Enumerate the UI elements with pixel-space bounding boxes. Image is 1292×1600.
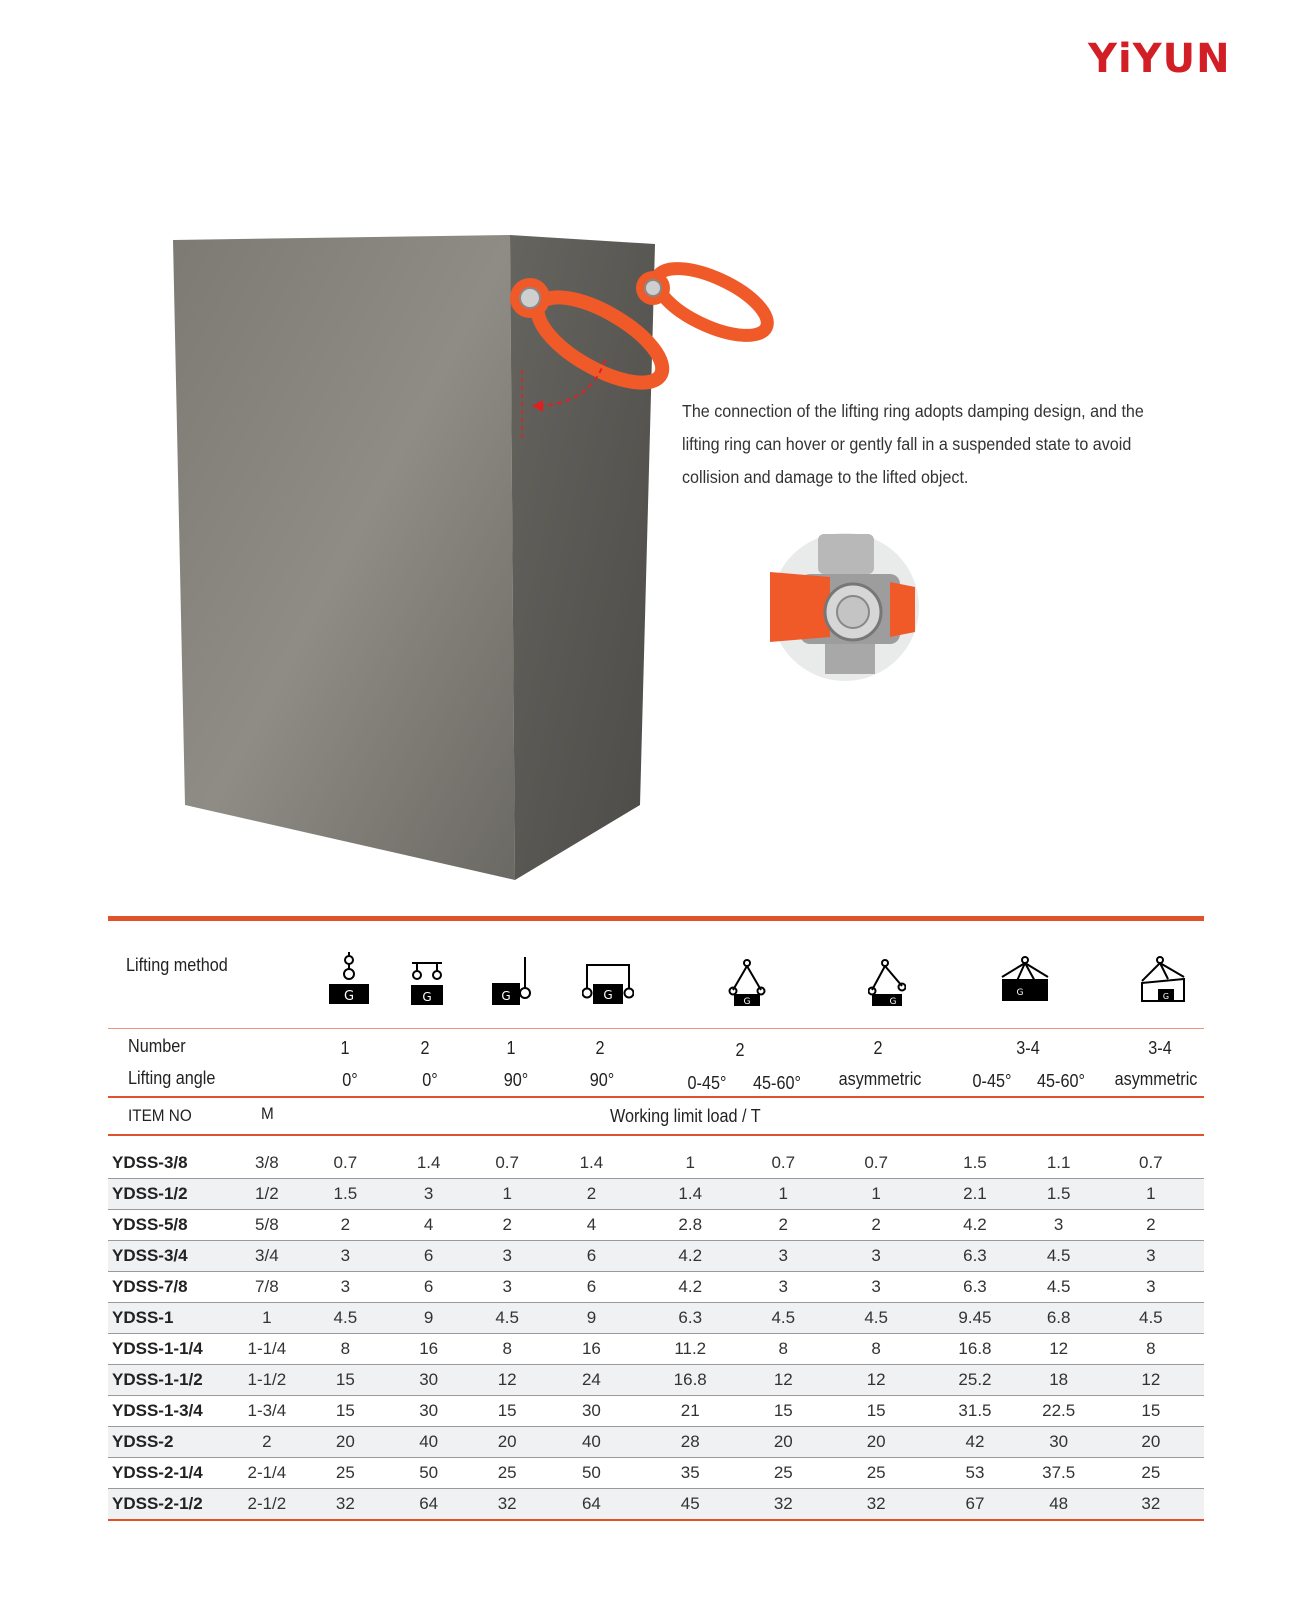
item-no-cell: YDSS-1-3/4: [108, 1396, 233, 1427]
table-header-divider: [108, 1134, 1204, 1136]
m-cell: 3/8: [233, 1148, 301, 1179]
table-row: [108, 1179, 1204, 1210]
load-cell: 32: [467, 1489, 546, 1521]
load-cell: 1.4: [390, 1148, 468, 1179]
table-row: [108, 1334, 1204, 1365]
load-cell: 2: [822, 1210, 930, 1241]
load-cell: 8: [301, 1334, 390, 1365]
method-7-number: 3-4: [1016, 1038, 1040, 1058]
item-no-header: ITEM NO: [128, 1106, 192, 1125]
load-cell: 25: [467, 1458, 546, 1489]
load-cell: 0.7: [301, 1148, 390, 1179]
item-no-cell: YDSS-2: [108, 1427, 233, 1458]
load-cell: 1.1: [1020, 1148, 1098, 1179]
lifting-method-label: Lifting method: [126, 955, 228, 975]
load-cell: 6: [547, 1272, 636, 1303]
load-cell: 20: [467, 1427, 546, 1458]
load-cell: 20: [822, 1427, 930, 1458]
load-cell: 15: [301, 1365, 390, 1396]
load-cell: 31.5: [930, 1396, 1019, 1427]
load-cell: 3: [745, 1272, 823, 1303]
load-cell: 15: [467, 1396, 546, 1427]
load-cell: 50: [547, 1458, 636, 1489]
load-cell: 21: [636, 1396, 745, 1427]
m-cell: 1-1/4: [233, 1334, 301, 1365]
two-leg-sling-icon: [728, 958, 766, 1008]
load-cell: 24: [547, 1365, 636, 1396]
load-cell: 3: [822, 1241, 930, 1272]
load-cell: 6: [390, 1241, 468, 1272]
load-cell: 4.5: [1098, 1303, 1204, 1334]
load-cell: 8: [1098, 1334, 1204, 1365]
method-2-angle: 0°: [422, 1070, 438, 1090]
load-cell: 4.2: [930, 1210, 1019, 1241]
load-cell: 3: [390, 1179, 468, 1210]
load-cell: 2: [547, 1179, 636, 1210]
table-row: [108, 1148, 1204, 1179]
table-row: [108, 1303, 1204, 1334]
svg-text:G: G: [889, 997, 897, 1007]
two-leg-asymmetric-icon: [868, 958, 906, 1008]
table-row: [108, 1427, 1204, 1458]
item-no-cell: YDSS-7/8: [108, 1272, 233, 1303]
load-cell: 2: [301, 1210, 390, 1241]
svg-text:G: G: [1016, 988, 1024, 998]
load-cell: 53: [930, 1458, 1019, 1489]
load-cell: 32: [1098, 1489, 1204, 1521]
m-cell: 5/8: [233, 1210, 301, 1241]
load-cell: 12: [822, 1365, 930, 1396]
load-cell: 20: [745, 1427, 823, 1458]
load-cell: 6: [390, 1272, 468, 1303]
load-cell: 2.8: [636, 1210, 745, 1241]
load-cell: 45: [636, 1489, 745, 1521]
m-header: M: [261, 1104, 274, 1123]
double-side-lift-icon: [582, 955, 634, 1007]
method-7-angle-b: 45-60°: [1037, 1071, 1085, 1091]
load-cell: 0.7: [745, 1148, 823, 1179]
load-cell: 1.5: [930, 1148, 1019, 1179]
wll-header: Working limit load / T: [610, 1106, 761, 1126]
load-cell: 8: [467, 1334, 546, 1365]
item-no-cell: YDSS-3/8: [108, 1148, 233, 1179]
load-cell: 6.3: [930, 1241, 1019, 1272]
load-cell: 8: [745, 1334, 823, 1365]
load-cell: 12: [1020, 1334, 1098, 1365]
load-cell: 18: [1020, 1365, 1098, 1396]
table-row: [108, 1365, 1204, 1396]
load-cell: 2.1: [930, 1179, 1019, 1210]
load-cell: 4.5: [822, 1303, 930, 1334]
method-8-number: 3-4: [1148, 1038, 1172, 1058]
load-cell: 2: [1098, 1210, 1204, 1241]
header-divider: [108, 1028, 1204, 1029]
m-cell: 2-1/2: [233, 1489, 301, 1521]
item-no-cell: YDSS-1-1/4: [108, 1334, 233, 1365]
load-cell: 4: [547, 1210, 636, 1241]
method-2-number: 2: [420, 1038, 430, 1058]
load-cell: 12: [745, 1365, 823, 1396]
load-cell: 3: [1098, 1272, 1204, 1303]
single-side-lift-icon: [492, 955, 532, 1007]
load-cell: 9.45: [930, 1303, 1019, 1334]
load-cell: 0.7: [1098, 1148, 1204, 1179]
product-photo: [160, 230, 780, 900]
load-cell: 0.7: [467, 1148, 546, 1179]
load-cell: 1.4: [547, 1148, 636, 1179]
load-cell: 4.5: [1020, 1241, 1098, 1272]
svg-text:G: G: [743, 997, 751, 1007]
load-cell: 40: [547, 1427, 636, 1458]
load-cell: 1.5: [1020, 1179, 1098, 1210]
load-cell: 4.2: [636, 1272, 745, 1303]
load-cell: 12: [1098, 1365, 1204, 1396]
load-cell: 32: [745, 1489, 823, 1521]
lifting-ring-right: [636, 255, 777, 349]
m-cell: 1-1/2: [233, 1365, 301, 1396]
item-no-cell: YDSS-1: [108, 1303, 233, 1334]
load-cell: 25.2: [930, 1365, 1019, 1396]
load-cell: 1.5: [301, 1179, 390, 1210]
load-cell: 3: [467, 1272, 546, 1303]
method-8-angle: asymmetric: [1114, 1069, 1198, 1089]
svg-text:G: G: [603, 988, 613, 1002]
load-cell: 16.8: [930, 1334, 1019, 1365]
load-cell: 9: [390, 1303, 468, 1334]
load-cell: 1.4: [636, 1179, 745, 1210]
load-cell: 25: [301, 1458, 390, 1489]
load-cell: 3: [745, 1241, 823, 1272]
load-cell: 15: [745, 1396, 823, 1427]
item-no-cell: YDSS-2-1/2: [108, 1489, 233, 1521]
load-cell: 4.5: [467, 1303, 546, 1334]
load-cell: 25: [1098, 1458, 1204, 1489]
single-vertical-lift-icon: [328, 952, 370, 1008]
method-4-angle: 90°: [589, 1070, 615, 1090]
table-row: [108, 1396, 1204, 1427]
load-cell: 11.2: [636, 1334, 745, 1365]
load-cell: 30: [390, 1396, 468, 1427]
load-cell: 3: [301, 1272, 390, 1303]
m-cell: 3/4: [233, 1241, 301, 1272]
m-cell: 1: [233, 1303, 301, 1334]
m-cell: 7/8: [233, 1272, 301, 1303]
lifting-angle-label: Lifting angle: [128, 1068, 216, 1088]
method-6-angle: asymmetric: [838, 1069, 922, 1089]
load-cell: 64: [547, 1489, 636, 1521]
item-no-cell: YDSS-1/2: [108, 1179, 233, 1210]
method-3-angle: 90°: [503, 1070, 529, 1090]
load-cell: 6.8: [1020, 1303, 1098, 1334]
multi-leg-asymmetric-icon: [1138, 955, 1188, 1005]
m-cell: 1-3/4: [233, 1396, 301, 1427]
load-cell: 1: [822, 1179, 930, 1210]
item-no-cell: YDSS-1-1/2: [108, 1365, 233, 1396]
load-cell: 0.7: [822, 1148, 930, 1179]
load-cell: 4.5: [745, 1303, 823, 1334]
load-cell: 22.5: [1020, 1396, 1098, 1427]
load-cell: 32: [301, 1489, 390, 1521]
table-row: [108, 1489, 1204, 1521]
method-3-number: 1: [506, 1038, 516, 1058]
load-cell: 1: [1098, 1179, 1204, 1210]
angle-divider: [108, 1096, 1204, 1098]
load-cell: 3: [467, 1241, 546, 1272]
load-cell: 6: [547, 1241, 636, 1272]
table-row: [108, 1241, 1204, 1272]
method-5-angle-a: 0-45°: [687, 1073, 727, 1093]
load-cell: 30: [390, 1365, 468, 1396]
load-cell: 3: [822, 1272, 930, 1303]
load-cell: 4.5: [301, 1303, 390, 1334]
load-cell: 42: [930, 1427, 1019, 1458]
load-cell: 25: [745, 1458, 823, 1489]
load-cell: 15: [1098, 1396, 1204, 1427]
svg-text:G: G: [422, 990, 432, 1004]
load-cell: 16: [547, 1334, 636, 1365]
load-cell: 40: [390, 1427, 468, 1458]
m-cell: 2-1/4: [233, 1458, 301, 1489]
multi-leg-sling-icon: [998, 955, 1052, 1005]
load-cell: 20: [1098, 1427, 1204, 1458]
load-cell: 2: [745, 1210, 823, 1241]
method-1-number: 1: [340, 1038, 350, 1058]
load-cell: 16: [390, 1334, 468, 1365]
load-cell: 30: [547, 1396, 636, 1427]
brand-logo: YiYUN: [1088, 36, 1231, 82]
load-cell: 25: [822, 1458, 930, 1489]
svg-text:G: G: [1162, 992, 1170, 1001]
load-cell: 3: [1020, 1210, 1098, 1241]
load-cell: 64: [390, 1489, 468, 1521]
table-row: [108, 1272, 1204, 1303]
load-cell: 3: [301, 1241, 390, 1272]
load-cell: 9: [547, 1303, 636, 1334]
method-7-angle-a: 0-45°: [972, 1071, 1012, 1091]
load-cell: 15: [301, 1396, 390, 1427]
method-4-number: 2: [595, 1038, 605, 1058]
m-cell: 2: [233, 1427, 301, 1458]
section-divider: [108, 916, 1204, 921]
method-5-number: 2: [735, 1040, 745, 1060]
load-cell: 35: [636, 1458, 745, 1489]
load-cell: 2: [467, 1210, 546, 1241]
method-5-angle-b: 45-60°: [753, 1073, 801, 1093]
method-6-number: 2: [873, 1038, 883, 1058]
load-cell: 12: [467, 1365, 546, 1396]
load-cell: 37.5: [1020, 1458, 1098, 1489]
load-cell: 4.5: [1020, 1272, 1098, 1303]
load-cell: 8: [822, 1334, 930, 1365]
load-cell: 28: [636, 1427, 745, 1458]
load-cell: 67: [930, 1489, 1019, 1521]
load-cell: 20: [301, 1427, 390, 1458]
load-cell: 4: [390, 1210, 468, 1241]
load-cell: 30: [1020, 1427, 1098, 1458]
load-cell: 16.8: [636, 1365, 745, 1396]
load-cell: 1: [745, 1179, 823, 1210]
load-cell: 48: [1020, 1489, 1098, 1521]
load-cell: 4.2: [636, 1241, 745, 1272]
item-no-cell: YDSS-3/4: [108, 1241, 233, 1272]
item-no-cell: YDSS-5/8: [108, 1210, 233, 1241]
table-row: [108, 1458, 1204, 1489]
item-no-cell: YDSS-2-1/4: [108, 1458, 233, 1489]
svg-text:G: G: [501, 989, 511, 1003]
table-row: [108, 1210, 1204, 1241]
feature-description: The connection of the lifting ring adopts damping design, and the lifting ring can hover or gently fall in a suspended state to avoid collision and damage to the lifted object.: [682, 401, 1144, 487]
load-cell: 1: [467, 1179, 546, 1210]
m-cell: 1/2: [233, 1179, 301, 1210]
number-label: Number: [128, 1036, 186, 1056]
swivel-detail-photo: [770, 532, 920, 682]
load-cell: 15: [822, 1396, 930, 1427]
load-cell: 50: [390, 1458, 468, 1489]
load-cell: 1: [636, 1148, 745, 1179]
load-cell: 3: [1098, 1241, 1204, 1272]
method-1-angle: 0°: [342, 1070, 358, 1090]
svg-text:G: G: [343, 989, 355, 1004]
load-cell: 6.3: [930, 1272, 1019, 1303]
load-cell: 32: [822, 1489, 930, 1521]
double-vertical-lift-icon: [410, 955, 444, 1007]
load-cell: 6.3: [636, 1303, 745, 1334]
load-table: [108, 1148, 1204, 1521]
